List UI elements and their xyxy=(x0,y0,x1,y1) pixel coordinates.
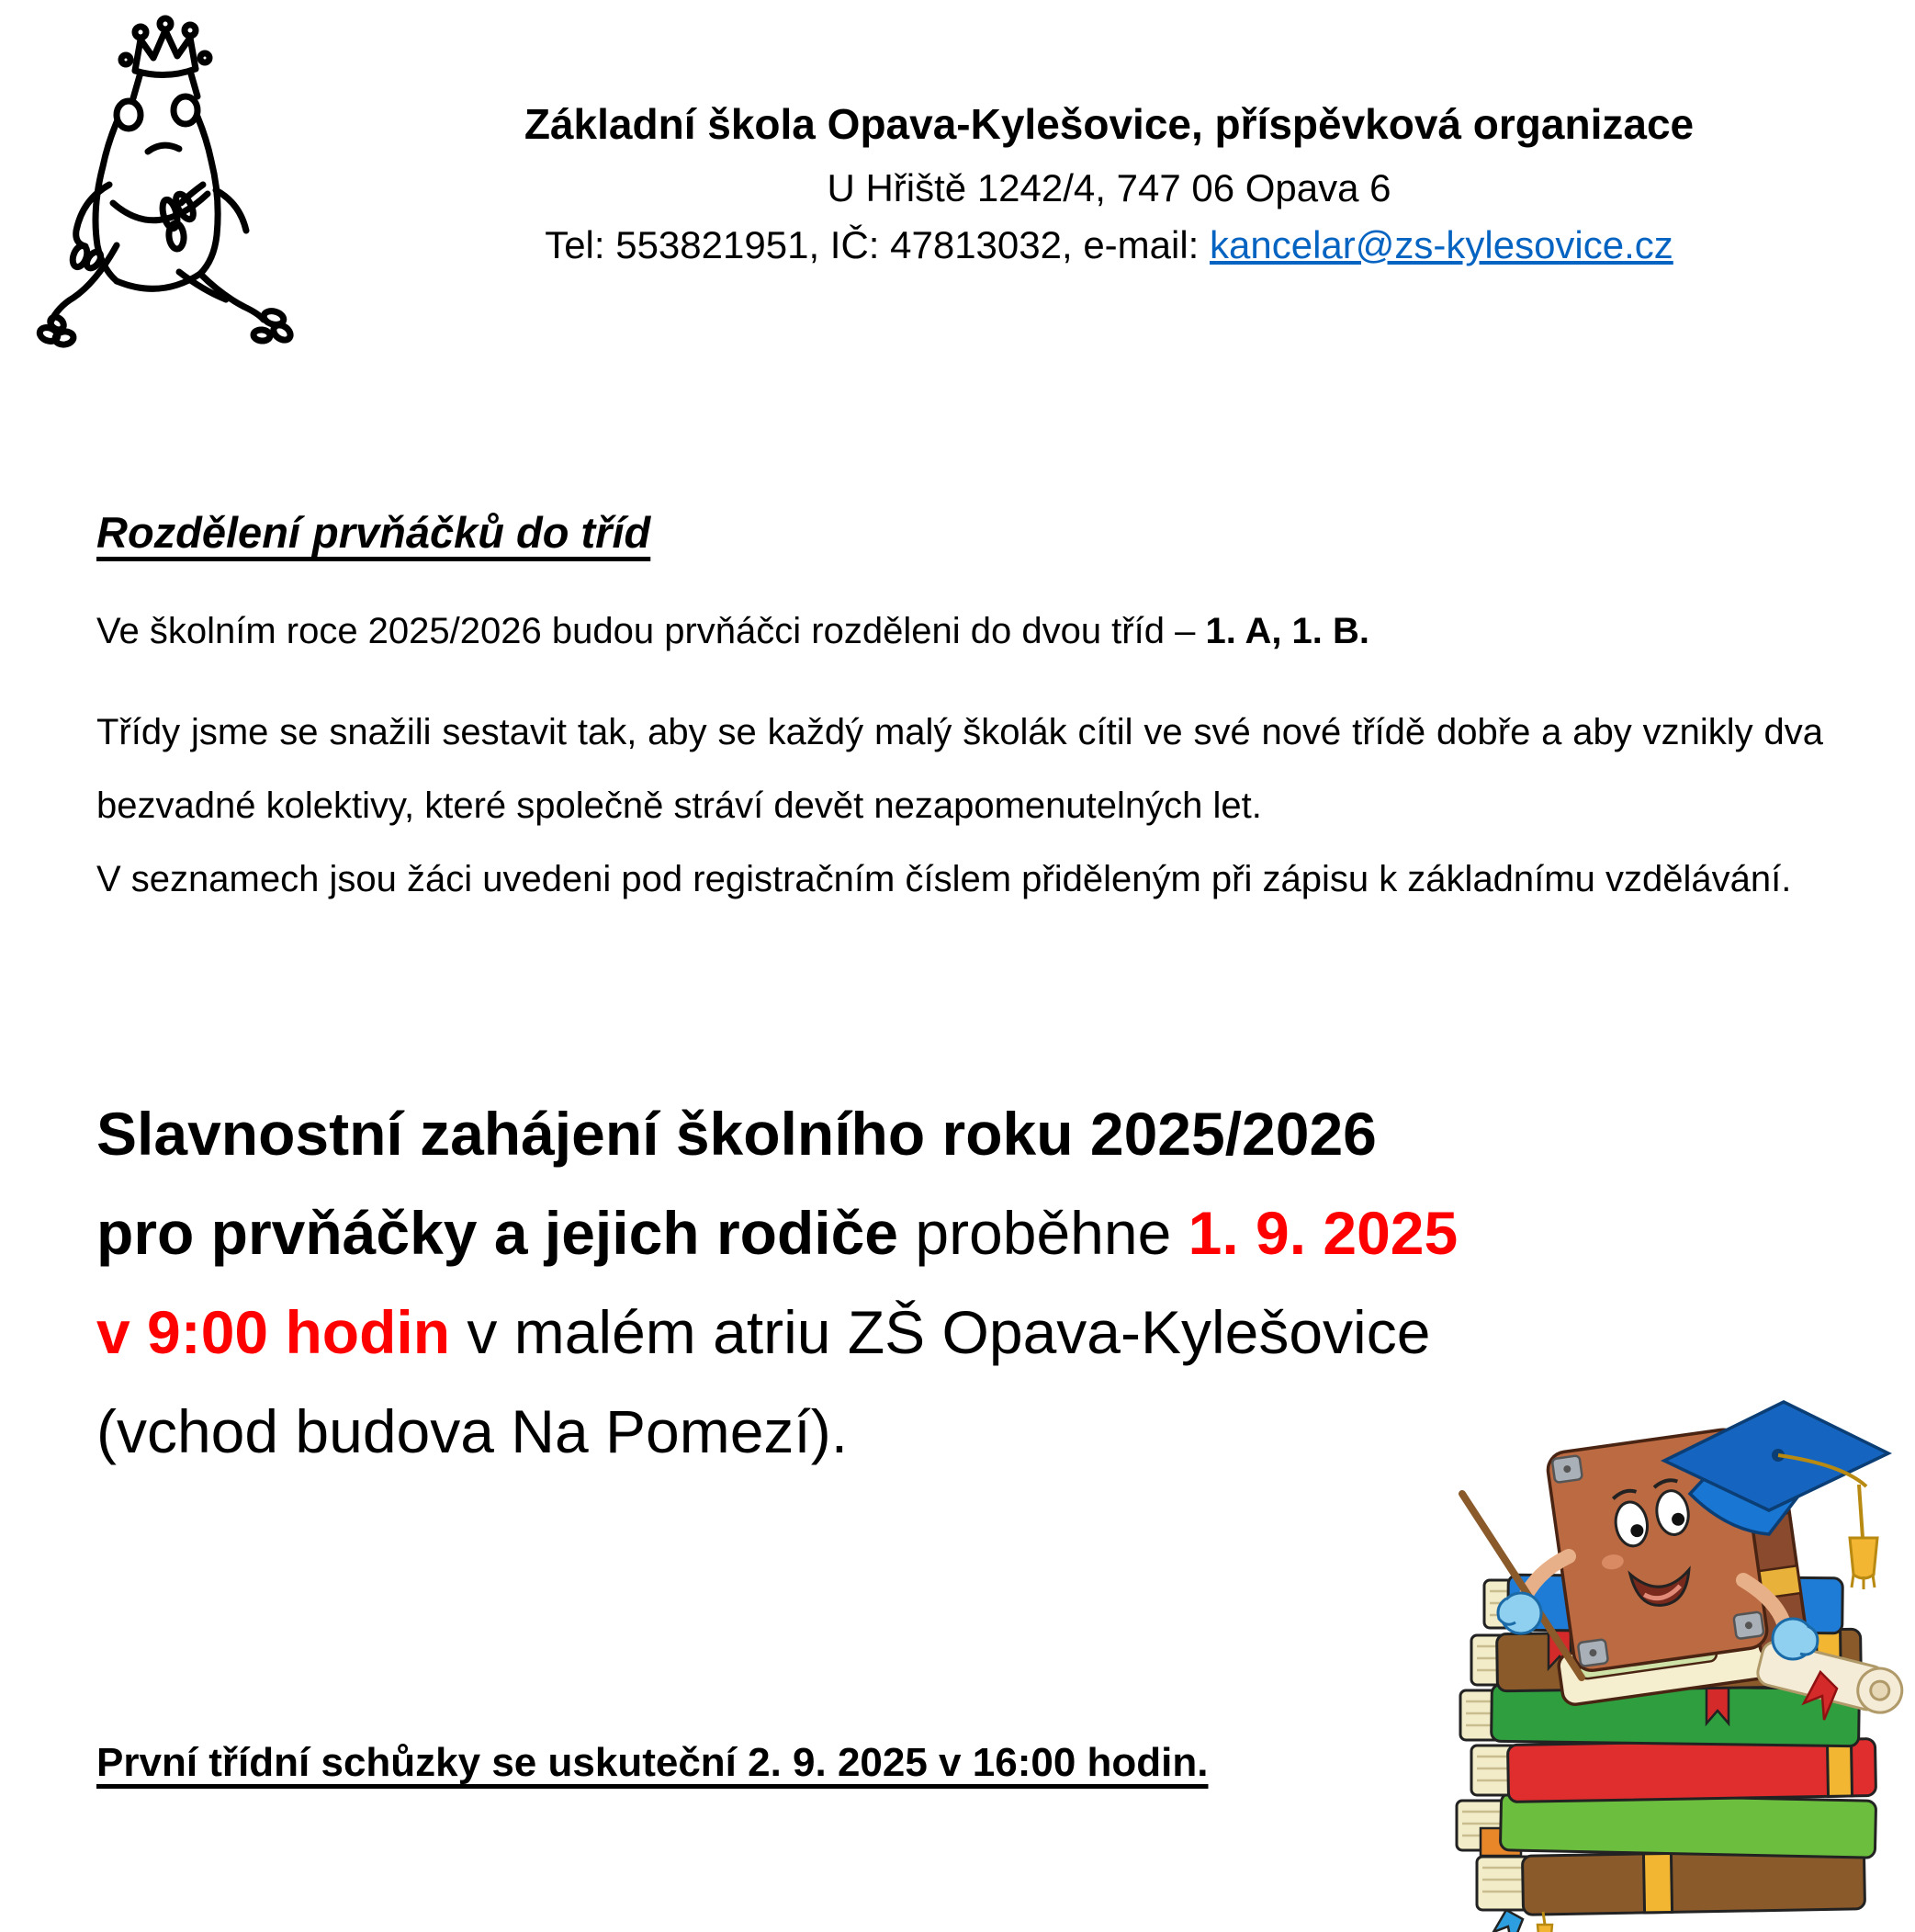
school-address: U Hřiště 1242/4, 747 06 Opava 6 xyxy=(827,166,1391,209)
announcement-segment: (vchod budova Na Pomezí). xyxy=(96,1397,849,1465)
announcement-segment: pro prvňáčky a jejich rodiče xyxy=(96,1199,916,1267)
meeting-note: První třídní schůzky se uskuteční 2. 9. 2025 v 16:00 hodin. xyxy=(96,1740,1209,1785)
announcement-line xyxy=(96,1183,1823,1282)
announcement-line xyxy=(96,1282,1823,1382)
document-header xyxy=(303,96,1915,274)
announcement-segment: 1. 9. 2025 xyxy=(1188,1199,1459,1267)
book-character-illustration xyxy=(1369,1376,1915,1932)
class-names-bold: 1. A, 1. B. xyxy=(1205,611,1370,651)
announcement-segment: v malém atriu ZŠ Opava-Kylešovice xyxy=(450,1298,1431,1366)
school-name: Základní škola Opava-Kylešovice, příspěvková organizace xyxy=(524,100,1695,148)
paragraph-class-composition: Třídy jsme se snažili sestavit tak, aby se každý malý školák cítil ve své nové třídě dobře a aby vznikly dva bezvadné kolektivy, které společně stráví devět nezapomenutelných let. xyxy=(96,712,1823,826)
school-logo-frog-icon xyxy=(32,14,303,354)
announcement-segment: proběhne xyxy=(915,1199,1188,1267)
email-link[interactable]: kancelar@zs-kylesovice.cz xyxy=(1210,223,1673,266)
announcement-segment: v 9:00 hodin xyxy=(96,1298,451,1366)
paragraph-class-split xyxy=(96,594,1823,668)
paragraph-text: Ve školním roce 2025/2026 budou prvňáčci rozděleni do dvou tříd – xyxy=(96,611,1206,651)
announcement-segment: Slavnostní zahájení školního roku 2025/2026 xyxy=(96,1100,1377,1168)
section-heading: Rozdělení prvňáčků do tříd xyxy=(96,508,651,557)
contact-line xyxy=(303,217,1915,274)
paragraph-registration-numbers: V seznamech jsou žáci uvedeni pod registračním číslem přiděleným při zápisu k základnímu vzdělávání. xyxy=(96,859,1792,899)
contact-info: Tel: 553821951, IČ: 47813032, e-mail: xyxy=(545,223,1211,266)
announcement-line xyxy=(96,1084,1823,1183)
